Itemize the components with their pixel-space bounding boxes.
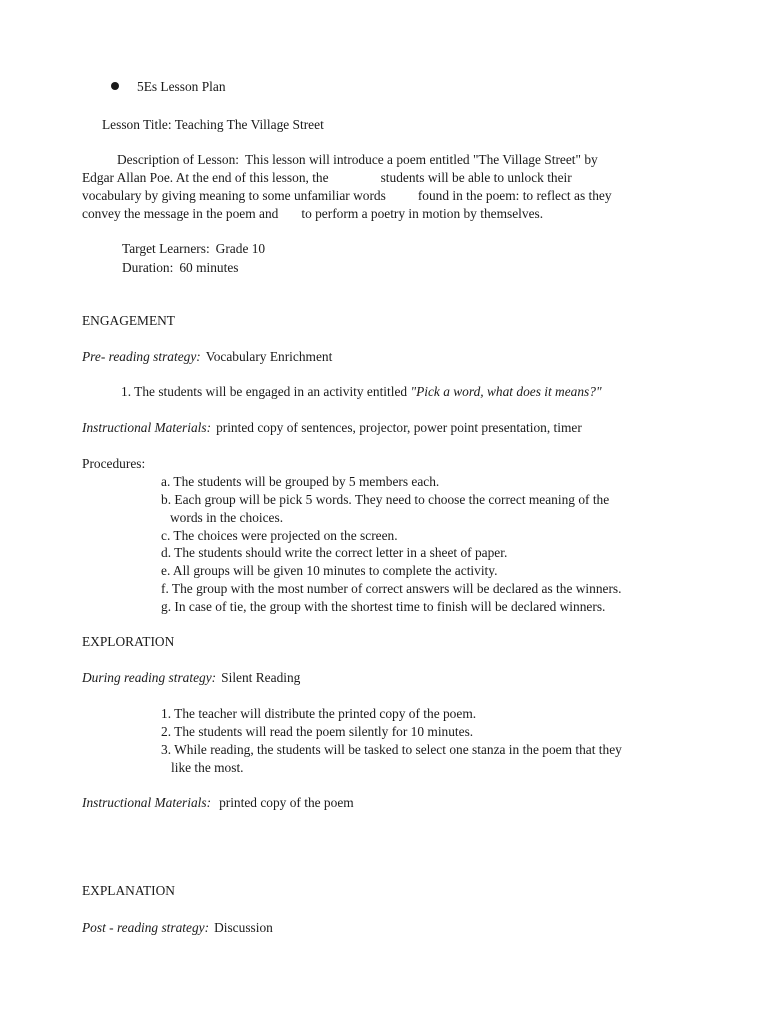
engagement-strategy-label: Pre- reading strategy: (82, 349, 201, 364)
lesson-title-value: Teaching The Village Street (174, 117, 324, 132)
engagement-materials (82, 419, 582, 437)
explanation-heading: EXPLANATION (82, 883, 175, 898)
exploration-strategy-value: Silent Reading (221, 670, 301, 685)
description-text-1: This lesson will introduce a poem entitled "The Village Street" by (244, 152, 598, 167)
procedure-item-b-continued: words in the choices. (170, 510, 284, 525)
exploration-strategy (82, 669, 300, 687)
duration-value: 60 minutes (179, 260, 239, 275)
explanation-strategy-label: Post - reading strategy: (82, 920, 210, 935)
description-text-3a: vocabulary by giving meaning to some unfamiliar words (82, 188, 386, 203)
duration (122, 259, 238, 277)
target-learners (122, 240, 265, 258)
exploration-materials (82, 794, 354, 812)
description-text-4a: convey the message in the poem and (82, 206, 279, 221)
description-text-2a: Edgar Allan Poe. At the end of this lesson, the (82, 170, 329, 185)
exploration-step-1: 1. The teacher will distribute the printed copy of the poem. (161, 706, 477, 721)
explanation-strategy (82, 919, 273, 937)
engagement-activity-title: "Pick a word, what does it means?" (410, 384, 602, 399)
engagement-materials-value: printed copy of sentences, projector, power point presentation, timer (216, 420, 582, 435)
exploration-step-2: 2. The students will read the poem silently for 10 minutes. (161, 724, 474, 739)
description-label: Description of Lesson: (117, 152, 239, 167)
procedure-item-f: f. The group with the most number of correct answers will be declared as the winners. (161, 581, 622, 596)
description-text-3b: found in the poem: to reflect as they (417, 188, 612, 203)
procedure-item-g: g. In case of tie, the group with the shortest time to finish will be declared winners. (161, 599, 606, 614)
description-text-4b: to perform a poetry in motion by themselves. (301, 206, 544, 221)
engagement-activity-prefix: 1. The students will be engaged in an activity entitled (121, 384, 411, 399)
engagement-strategy (82, 348, 332, 366)
exploration-materials-label: Instructional Materials: (82, 795, 212, 810)
duration-label: Duration: (122, 260, 174, 275)
procedure-item-a: a. The students will be grouped by 5 members each. (161, 474, 440, 489)
procedures-label: Procedures: (82, 456, 146, 471)
exploration-materials-value: printed copy of the poem (219, 795, 354, 810)
bullet-icon (111, 82, 119, 90)
description-line-2 (82, 169, 572, 187)
engagement-strategy-value: Vocabulary Enrichment (205, 349, 333, 364)
description-line-4 (82, 205, 543, 223)
engagement-heading: ENGAGEMENT (82, 313, 175, 328)
procedure-item-e: e. All groups will be given 10 minutes to complete the activity. (161, 563, 498, 578)
engagement-activity (121, 383, 602, 401)
engagement-materials-label: Instructional Materials: (82, 420, 212, 435)
procedure-item-d: d. The students should write the correct letter in a sheet of paper. (161, 545, 508, 560)
target-learners-value: Grade 10 (215, 241, 266, 256)
exploration-step-3-continued: like the most. (171, 760, 244, 775)
description-line-1 (117, 151, 598, 169)
plan-title-text: 5Es Lesson Plan (137, 79, 226, 94)
lesson-title-label: Lesson Title: (102, 117, 172, 132)
target-learners-label: Target Learners: (122, 241, 210, 256)
description-text-2b: students will be able to unlock their (380, 170, 572, 185)
explanation-strategy-value: Discussion (214, 920, 273, 935)
exploration-strategy-label: During reading strategy: (82, 670, 217, 685)
exploration-step-3: 3. While reading, the students will be tasked to select one stanza in the poem that they (161, 742, 622, 757)
procedure-item-b: b. Each group will be pick 5 words. They need to choose the correct meaning of the (161, 492, 610, 507)
plan-title (137, 78, 226, 96)
lesson-title (102, 116, 324, 134)
description-line-3 (82, 187, 612, 205)
procedure-item-c: c. The choices were projected on the screen. (161, 528, 398, 543)
exploration-heading: EXPLORATION (82, 634, 175, 649)
